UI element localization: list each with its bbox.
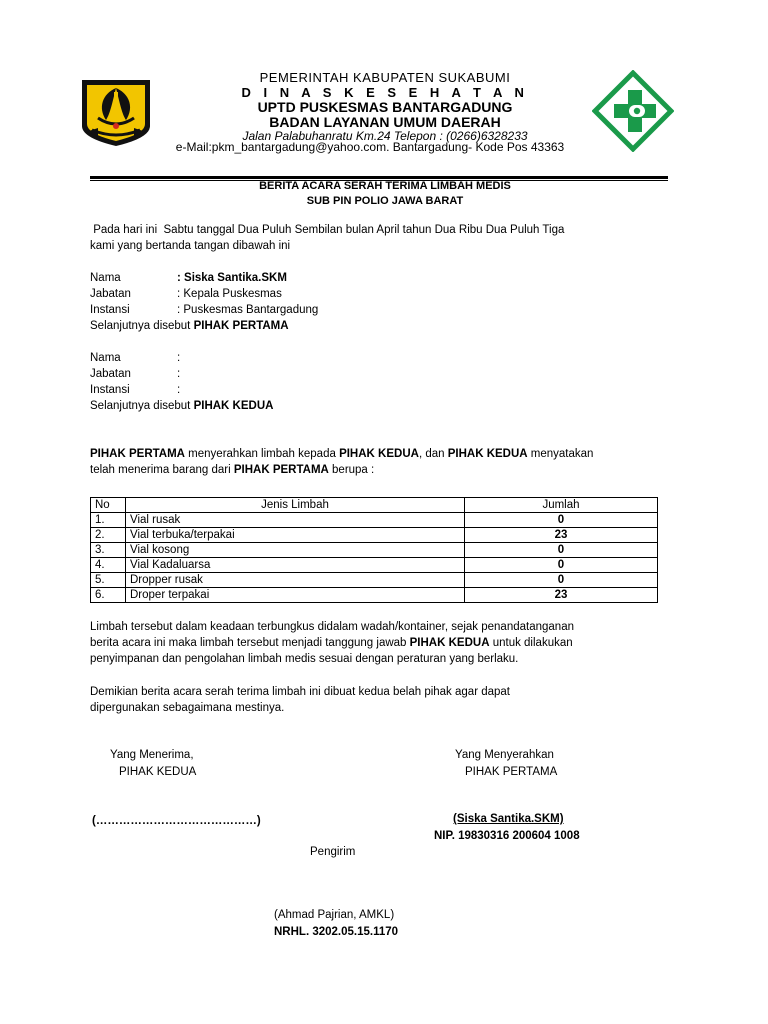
intro-line-1: Pada hari ini Sabtu tanggal Dua Puluh Sembilan bulan April tahun Dua Ribu Dua Puluh Tiga — [90, 224, 565, 236]
row-jenis: Vial kosong — [126, 543, 465, 558]
letterhead-agency: BADAN LAYANAN UMUM DAERAH — [269, 114, 501, 130]
p1-instansi-label: Instansi — [90, 304, 130, 316]
letterhead-unit: UPTD PUSKESMAS BANTARGADUNG — [257, 99, 513, 115]
row-jumlah: 0 — [465, 573, 658, 588]
para3-line-1: Demikian berita acara serah terima limbah ini dibuat kedua belah pihak agar dapat — [90, 686, 510, 698]
table-row — [91, 558, 658, 573]
letterhead-department: D I N A S K E S E H A T A N — [241, 85, 529, 100]
row-jenis: Vial Kadaluarsa — [126, 558, 465, 573]
giver-name: (Siska Santika.SKM) — [453, 813, 564, 825]
p2-instansi-label: Instansi — [90, 384, 130, 396]
table-header-row — [91, 498, 658, 513]
p2-designation: Selanjutnya disebut PIHAK KEDUA — [90, 400, 274, 412]
letterhead-email: e-Mail:pkm_bantargadung@yahoo.com. Bantargadung- Kode Pos 43363 — [175, 140, 565, 154]
puskesmas-logo — [592, 70, 674, 152]
p2-jabatan-label: Jabatan — [90, 368, 131, 380]
statement-line-2: telah menerima barang dari PIHAK PERTAMA berupa : — [90, 464, 375, 476]
header-divider-thick — [90, 176, 668, 179]
p1-instansi-value: : Puskesmas Bantargadung — [177, 304, 319, 316]
p2-nama-label: Nama — [90, 352, 121, 364]
table-row — [91, 528, 658, 543]
sender-name: (Ahmad Pajrian, AMKL) — [274, 909, 395, 921]
table-row — [91, 543, 658, 558]
receiver-party: PIHAK KEDUA — [119, 766, 197, 778]
row-no: 6. — [91, 588, 126, 603]
statement-line-1: PIHAK PERTAMA menyerahkan limbah kepada PIHAK KEDUA, dan PIHAK KEDUA menyatakan — [90, 448, 594, 460]
row-jenis: Vial terbuka/terpakai — [126, 528, 465, 543]
document-subtitle: SUB PIN POLIO JAWA BARAT — [306, 195, 464, 207]
document-title: BERITA ACARA SERAH TERIMA LIMBAH MEDIS — [259, 180, 511, 192]
row-jumlah: 23 — [465, 528, 658, 543]
letterhead-address: Jalan Palabuhanratu Km.24 Telepon : (0266)6328233 — [242, 129, 528, 143]
p1-nama-value: : Siska Santika.SKM — [177, 272, 287, 284]
row-jumlah: 23 — [465, 588, 658, 603]
waste-table — [90, 497, 658, 603]
col-no-header: No — [91, 498, 126, 513]
row-no: 3. — [91, 543, 126, 558]
row-no: 2. — [91, 528, 126, 543]
row-jenis: Vial rusak — [126, 513, 465, 528]
receiver-name-blank: (……………………………………) — [92, 815, 261, 827]
giver-nip: NIP. 19830316 200604 1008 — [434, 830, 580, 842]
para2-line-1: Limbah tersebut dalam keadaan terbungkus didalam wadah/kontainer, sejak penandatanganan — [90, 621, 574, 633]
row-jenis: Dropper rusak — [126, 573, 465, 588]
row-jumlah: 0 — [465, 513, 658, 528]
table-row — [91, 513, 658, 528]
row-no: 1. — [91, 513, 126, 528]
p2-jabatan-value: : — [177, 368, 181, 380]
sender-nrhl: NRHL. 3202.05.15.1170 — [274, 926, 399, 938]
p1-jabatan-value: : Kepala Puskesmas — [177, 288, 282, 300]
p2-instansi-value: : — [177, 384, 181, 396]
row-jenis: Droper terpakai — [126, 588, 465, 603]
p2-nama-value: : — [177, 352, 181, 364]
intro-line-2: kami yang bertanda tangan dibawah ini — [90, 240, 291, 252]
row-jumlah: 0 — [465, 543, 658, 558]
para2-line-3: penyimpanan dan pengolahan limbah medis sesuai dengan peraturan yang berlaku. — [90, 653, 519, 665]
sender-label: Pengirim — [310, 846, 356, 858]
col-jenis-header: Jenis Limbah — [126, 498, 465, 513]
giver-party: PIHAK PERTAMA — [465, 766, 558, 778]
row-no: 4. — [91, 558, 126, 573]
p1-jabatan-label: Jabatan — [90, 288, 131, 300]
p2-designation-name: PIHAK KEDUA — [193, 400, 274, 412]
letterhead-government: PEMERINTAH KABUPATEN SUKABUMI — [259, 70, 511, 85]
row-jumlah: 0 — [465, 558, 658, 573]
table-row — [91, 588, 658, 603]
giver-role: Yang Menyerahkan — [455, 749, 554, 761]
para3-line-2: dipergunakan sebagaimana mestinya. — [90, 702, 285, 714]
para2-line-2: berita acara ini maka limbah tersebut menjadi tanggung jawab PIHAK KEDUA untuk dilakukan — [90, 637, 573, 649]
table-row — [91, 573, 658, 588]
row-no: 5. — [91, 573, 126, 588]
p1-designation: Selanjutnya disebut PIHAK PERTAMA — [90, 320, 289, 332]
receiver-role: Yang Menerima, — [110, 749, 194, 761]
col-jumlah-header: Jumlah — [465, 498, 658, 513]
sukabumi-crest-logo — [78, 78, 154, 148]
p1-nama-label: Nama — [90, 272, 121, 284]
p1-designation-name: PIHAK PERTAMA — [193, 320, 289, 332]
